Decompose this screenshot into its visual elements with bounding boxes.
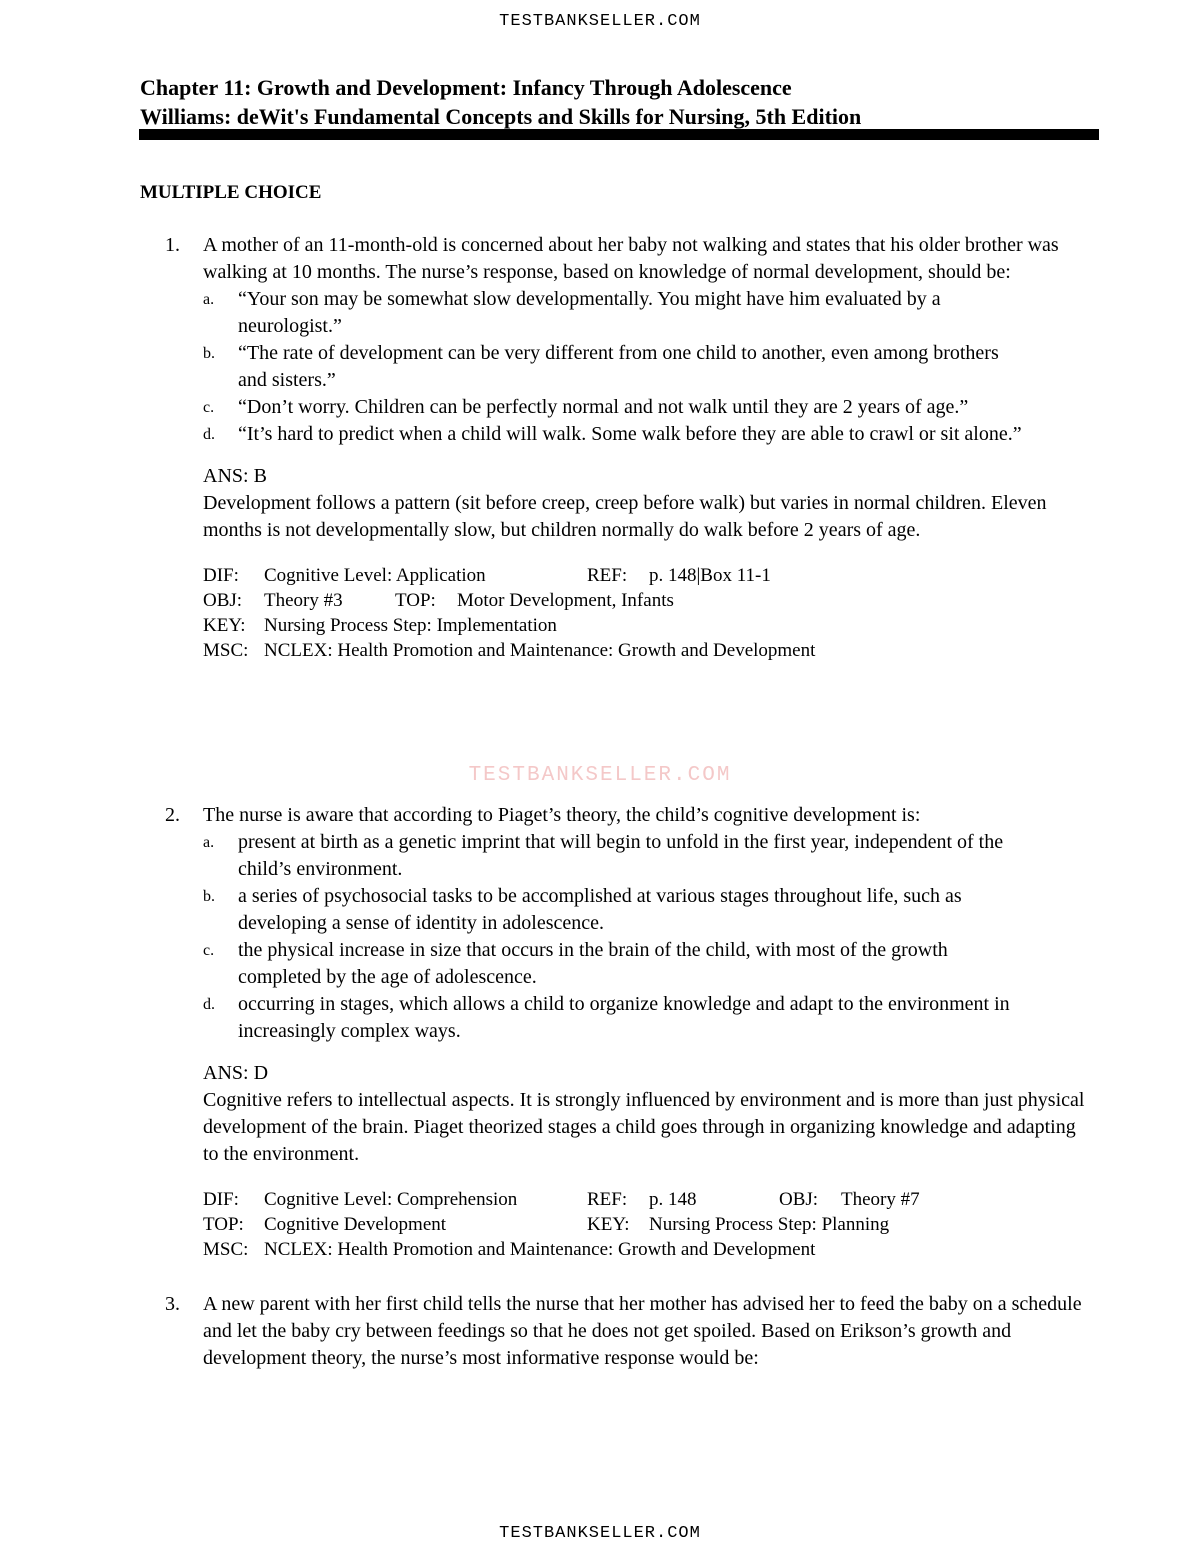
obj-label: OBJ: <box>779 1189 819 1210</box>
option-letter: c. <box>203 399 215 416</box>
msc-value: NCLEX: Health Promotion and Maintenance: Growth and Development <box>264 1239 816 1260</box>
top-value: Motor Development, Infants <box>457 590 674 611</box>
question-stem: A mother of an 11-month-old is concerned about her baby not walking and states that his older brother was walking at 10 months. The nurse’s response, based on knowledge of normal development, should be: <box>203 234 1059 283</box>
key-value: Nursing Process Step: Implementation <box>264 615 557 636</box>
msc-value: NCLEX: Health Promotion and Maintenance: Growth and Development <box>264 640 816 661</box>
ref-value: p. 148 <box>649 1189 697 1210</box>
watermark-top: TESTBANKSELLER.COM <box>499 12 701 31</box>
ref-label: REF: <box>587 1189 628 1210</box>
option-list <box>203 286 1100 448</box>
ref-label: REF: <box>587 565 628 586</box>
option-a <box>203 286 1028 340</box>
key-label: KEY: <box>587 1214 630 1235</box>
question-stem: A new parent with her first child tells the nurse that her mother has advised her to feed the baby on a schedule and let the baby cry between feedings so that he does not get spoiled. Based on Erikson’s growth and development theory, the nurse’s most informative response would be: <box>203 1293 1082 1369</box>
chapter-title: Chapter 11: Growth and Development: Infancy Through Adolescence <box>140 75 792 100</box>
msc-label: MSC: <box>203 640 249 661</box>
option-c <box>203 937 1028 991</box>
top-value: Cognitive Development <box>264 1214 447 1235</box>
option-text: “The rate of development can be very different from one child to another, even among brothers and sisters.” <box>238 342 999 391</box>
option-letter: a. <box>203 834 215 851</box>
dif-label: DIF: <box>203 1189 239 1210</box>
key-value: Nursing Process Step: Planning <box>649 1214 890 1235</box>
option-text: “Don’t worry. Children can be perfectly normal and not walk until they are 2 years of age.” <box>238 396 969 418</box>
question-2 <box>165 802 1100 1262</box>
watermark-middle: TESTBANKSELLER.COM <box>468 764 732 787</box>
top-label: TOP: <box>203 1214 244 1235</box>
option-b <box>203 340 1028 394</box>
option-b <box>203 883 1028 937</box>
option-letter: a. <box>203 291 215 308</box>
option-text: occurring in stages, which allows a child to organize knowledge and adapt to the environment in increasingly complex ways. <box>238 993 1010 1042</box>
key-label: KEY: <box>203 615 246 636</box>
obj-value: Theory #7 <box>841 1189 920 1210</box>
question-3 <box>165 1291 1100 1372</box>
option-a <box>203 829 1028 883</box>
question-number: 1. <box>165 234 180 256</box>
option-d <box>203 991 1028 1045</box>
option-text: “It’s hard to predict when a child will walk. Some walk before they are able to crawl or sit alone.” <box>238 423 1022 445</box>
dif-value: Cognitive Level: Application <box>264 565 486 586</box>
watermark-bottom: TESTBANKSELLER.COM <box>499 1524 701 1543</box>
option-letter: b. <box>203 345 215 362</box>
top-label: TOP: <box>395 590 436 611</box>
question-metadata <box>203 1187 1100 1262</box>
dif-label: DIF: <box>203 565 239 586</box>
rationale: Development follows a pattern (sit before creep, creep before walk) but varies in normal children. Eleven months is not developmentally slow, but children normally do walk before 2 years of age. <box>203 492 1047 541</box>
obj-value: Theory #3 <box>264 590 343 611</box>
question-stem: The nurse is aware that according to Piaget’s theory, the child’s cognitive development is: <box>203 804 921 826</box>
option-letter: d. <box>203 426 215 443</box>
option-text: the physical increase in size that occurs in the brain of the child, with most of the growth completed by the age of adolescence. <box>238 939 948 988</box>
option-list <box>203 829 1100 1045</box>
option-letter: b. <box>203 888 215 905</box>
ref-value: p. 148|Box 11-1 <box>649 565 771 586</box>
title-rule <box>139 129 1099 140</box>
question-number: 2. <box>165 804 180 826</box>
option-text: “Your son may be somewhat slow developmentally. You might have him evaluated by a neurologist.” <box>238 288 941 337</box>
answer-key: ANS: B <box>203 465 267 487</box>
option-text: present at birth as a genetic imprint that will begin to unfold in the first year, independent of the child’s environment. <box>238 831 1004 880</box>
section-heading: MULTIPLE CHOICE <box>140 182 322 203</box>
question-metadata <box>203 563 1100 663</box>
option-d <box>203 421 1028 448</box>
option-text: a series of psychosocial tasks to be accomplished at various stages throughout life, such as developing a sense of identity in adolescence. <box>238 885 962 934</box>
msc-label: MSC: <box>203 1239 249 1260</box>
rationale: Cognitive refers to intellectual aspects. It is strongly influenced by environment and is more than just physical development of the brain. Piaget theorized stages a child goes through in organizing knowledge and adapting to the environment. <box>203 1089 1085 1165</box>
question-1 <box>165 232 1100 663</box>
obj-label: OBJ: <box>203 590 243 611</box>
dif-value: Cognitive Level: Comprehension <box>264 1189 518 1210</box>
answer-key: ANS: D <box>203 1062 269 1084</box>
book-title: Williams: deWit's Fundamental Concepts and Skills for Nursing, 5th Edition <box>140 104 862 129</box>
option-c <box>203 394 1028 421</box>
question-number: 3. <box>165 1293 180 1315</box>
option-letter: c. <box>203 942 215 959</box>
option-letter: d. <box>203 996 215 1013</box>
